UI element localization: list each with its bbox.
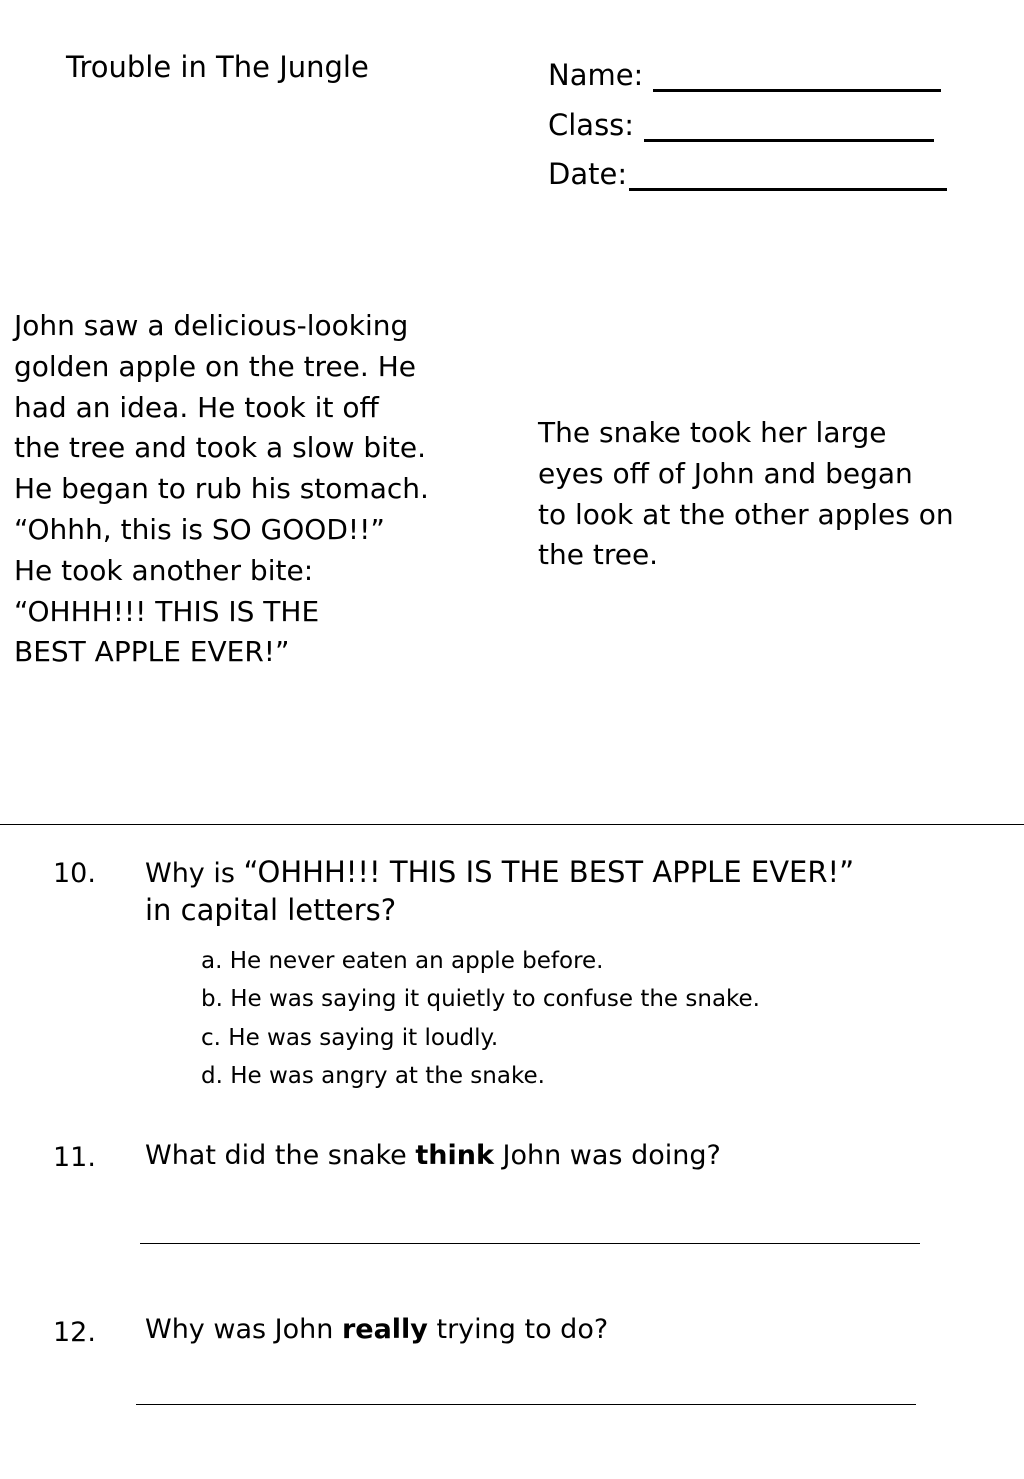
name-row bbox=[548, 58, 941, 92]
date-label: Date: bbox=[548, 157, 628, 191]
story-right-passage bbox=[538, 413, 954, 576]
section-divider bbox=[0, 824, 1024, 825]
question-10-text bbox=[145, 855, 854, 927]
question-10-continuation: in capital letters? bbox=[145, 893, 397, 927]
question-10-quote: “OHHH!!! THIS IS THE BEST APPLE EVER!” bbox=[243, 855, 855, 889]
question-12-text bbox=[145, 1314, 608, 1345]
story-line: eyes off of John and began bbox=[538, 456, 913, 490]
option-a[interactable]: a. He never eaten an apple before. bbox=[201, 948, 604, 974]
option-b[interactable]: b. He was saying it quietly to confuse the snake. bbox=[201, 986, 760, 1013]
question-11-number: 11. bbox=[53, 1142, 96, 1173]
story-line: the tree and took a slow bite. bbox=[14, 431, 427, 465]
story-line: had an idea. He took it off bbox=[14, 390, 379, 424]
question-11-emphasis: think bbox=[415, 1140, 494, 1171]
worksheet-title: Trouble in The Jungle bbox=[66, 50, 369, 84]
story-line: John saw a delicious-looking bbox=[14, 309, 409, 342]
question-11-answer-line[interactable] bbox=[140, 1243, 920, 1244]
name-blank[interactable] bbox=[653, 65, 941, 92]
question-12-after: trying to do? bbox=[427, 1314, 609, 1345]
date-row bbox=[548, 157, 947, 191]
story-line: The snake took her large bbox=[538, 416, 887, 449]
story-line: He took another bite: bbox=[14, 553, 314, 587]
story-line: BEST APPLE EVER!” bbox=[14, 635, 290, 669]
story-line: He began to rub his stomach. bbox=[14, 472, 429, 506]
question-11-after: John was doing? bbox=[493, 1140, 721, 1171]
date-blank[interactable] bbox=[629, 164, 947, 191]
question-12-emphasis: really bbox=[341, 1314, 428, 1345]
story-left-passage bbox=[14, 306, 429, 673]
question-11-before: What did the snake bbox=[145, 1140, 416, 1171]
class-label: Class: bbox=[548, 108, 635, 142]
question-10-options bbox=[201, 942, 760, 1095]
class-row bbox=[548, 108, 934, 142]
question-12-before: Why was John bbox=[145, 1314, 342, 1345]
story-line: “OHHH!!! THIS IS THE bbox=[14, 594, 320, 628]
question-10-number: 10. bbox=[53, 858, 96, 889]
story-line: “Ohhh, this is SO GOOD!!” bbox=[14, 512, 385, 546]
question-10-prefix: Why is bbox=[145, 858, 244, 889]
question-12-number: 12. bbox=[53, 1317, 96, 1348]
class-blank[interactable] bbox=[644, 115, 934, 142]
option-c[interactable]: c. He was saying it loudly. bbox=[201, 1024, 499, 1051]
story-line: the tree. bbox=[538, 538, 659, 572]
question-11-text bbox=[145, 1140, 721, 1171]
question-12-answer-line[interactable] bbox=[136, 1404, 916, 1405]
story-line: golden apple on the tree. He bbox=[14, 349, 416, 383]
name-label: Name: bbox=[548, 58, 644, 92]
story-line: to look at the other apples on bbox=[538, 497, 954, 531]
option-d[interactable]: d. He was angry at the snake. bbox=[201, 1062, 545, 1089]
